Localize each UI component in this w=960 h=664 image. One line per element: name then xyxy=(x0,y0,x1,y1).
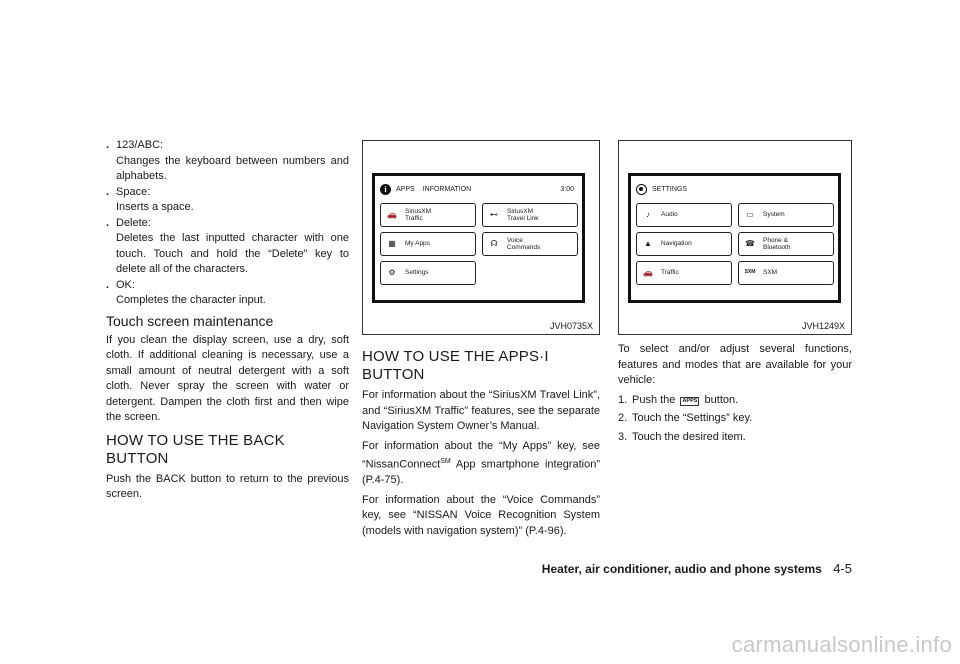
information-tab[interactable]: INFORMATION xyxy=(422,185,472,193)
middle-column xyxy=(362,342,600,543)
traffic-button[interactable]: 🚗 Traffic xyxy=(636,261,732,285)
bullet-item: . Delete: xyxy=(106,216,349,232)
step-item: 1. Push the APPS button. xyxy=(618,393,739,406)
navigation-arrow-icon: ▲ xyxy=(644,239,652,249)
apps-paragraph-2: For information about the “My Apps” key, see “NissanConnect℠ App smartphone integration” (P.4-75). xyxy=(362,439,600,487)
my-apps-button[interactable]: ▦ My Apps xyxy=(380,232,476,256)
sxm-button[interactable]: SXM SXM xyxy=(738,261,834,285)
bullet-desc: Deletes the last inputted character with one touch. Touch and hold the “Delete” key to delete all of the characters. xyxy=(116,232,349,275)
back-button-heading: HOW TO USE THE BACK BUTTON xyxy=(106,431,285,467)
back-button-text: Push the BACK button to return to the previous screen. xyxy=(106,472,349,500)
music-note-icon: ♪ xyxy=(646,210,650,220)
screen-header xyxy=(636,182,830,196)
bullet-term: Space: xyxy=(116,185,151,198)
bullet-desc: Completes the character input. xyxy=(116,294,266,306)
siriusxm-travel-link-button[interactable]: ⊷ SiriusXM Travel Link xyxy=(482,203,578,227)
bullet-desc: Inserts a space. xyxy=(116,201,194,213)
clock: 3:00 xyxy=(560,185,574,193)
figure-code: JVH1249X xyxy=(801,321,845,331)
watermark: carmanualsonline.info xyxy=(731,632,952,657)
bullet-term: Delete: xyxy=(116,216,151,229)
link-icon: ⊷ xyxy=(490,210,498,220)
bullet-item: . Space: xyxy=(106,185,349,201)
figure-code: JVH0735X xyxy=(549,321,593,331)
apps-paragraph-3: For information about the “Voice Commands” key, see “NISSAN Voice Recognition System (models with navigation system)” (P.4-96). xyxy=(362,493,600,537)
apps-button-icon: APPS xyxy=(682,397,698,404)
settings-button[interactable]: ⚙ Settings xyxy=(380,261,476,285)
settings-icon xyxy=(636,184,647,195)
apps-tab[interactable]: APPS xyxy=(396,185,415,193)
phone-icon: ☎ xyxy=(745,239,755,249)
apps-screen xyxy=(372,173,585,303)
maintenance-text: If you clean the display screen, use a dry, soft cloth. If additional cleaning is necessary, use a small amount of neutral detergent with a soft cloth. Never spray the screen with water or detergent. Dampen the cloth first and then wipe the screen. xyxy=(106,333,349,423)
car-signal-icon: 🚗 xyxy=(387,210,397,220)
voice-icon: ☊ xyxy=(490,239,498,249)
sxm-icon: SXM xyxy=(744,269,756,276)
apps-button-heading: HOW TO USE THE APPS·I BUTTON xyxy=(362,348,549,383)
apps-screen-figure xyxy=(362,140,600,335)
system-icon: ▭ xyxy=(746,210,754,220)
settings-title: SETTINGS xyxy=(652,185,688,193)
navigation-button[interactable]: ▲ Navigation xyxy=(636,232,732,256)
phone-bluetooth-button[interactable]: ☎ Phone & Bluetooth xyxy=(738,232,834,256)
bullet-term: 123/ABC: xyxy=(116,139,164,151)
page-footer xyxy=(542,561,852,576)
bullet-term: OK: xyxy=(116,278,135,291)
step-item: 3. Touch the desired item. xyxy=(618,430,746,443)
step-item: 2. Touch the “Settings” key. xyxy=(618,412,753,424)
phone-apps-icon: ▦ xyxy=(388,239,396,249)
settings-screen xyxy=(628,173,841,303)
settings-screen-figure xyxy=(618,140,852,335)
settings-intro: To select and/or adjust several functions, features and modes that are available for your vehicle: xyxy=(618,343,852,386)
bullet-desc: Changes the keyboard between numbers and alphabets. xyxy=(116,154,349,182)
gear-icon: ⚙ xyxy=(388,268,396,278)
bullet-item: . 123/ABC: xyxy=(106,138,349,154)
screen-header xyxy=(380,182,574,196)
right-column xyxy=(618,342,852,448)
car-icon: 🚗 xyxy=(643,268,653,278)
bullet-item: . OK: xyxy=(106,278,349,294)
voice-commands-button[interactable]: ☊ Voice Commands xyxy=(482,232,578,256)
apps-paragraph-1: For information about the “SiriusXM Travel Link”, and “SiriusXM Traffic” features, see the separate Navigation System Owner’s Manual. xyxy=(362,389,600,432)
info-icon: i xyxy=(380,184,391,195)
siriusxm-traffic-button[interactable]: 🚗 SiriusXM Traffic xyxy=(380,203,476,227)
left-column xyxy=(106,138,349,507)
maintenance-heading: Touch screen maintenance xyxy=(106,312,274,329)
page-number: 4-5 xyxy=(833,561,852,576)
system-button[interactable]: ▭ System xyxy=(738,203,834,227)
audio-button[interactable]: ♪ Audio xyxy=(636,203,732,227)
chapter-title: Heater, air conditioner, audio and phone systems xyxy=(541,562,822,576)
